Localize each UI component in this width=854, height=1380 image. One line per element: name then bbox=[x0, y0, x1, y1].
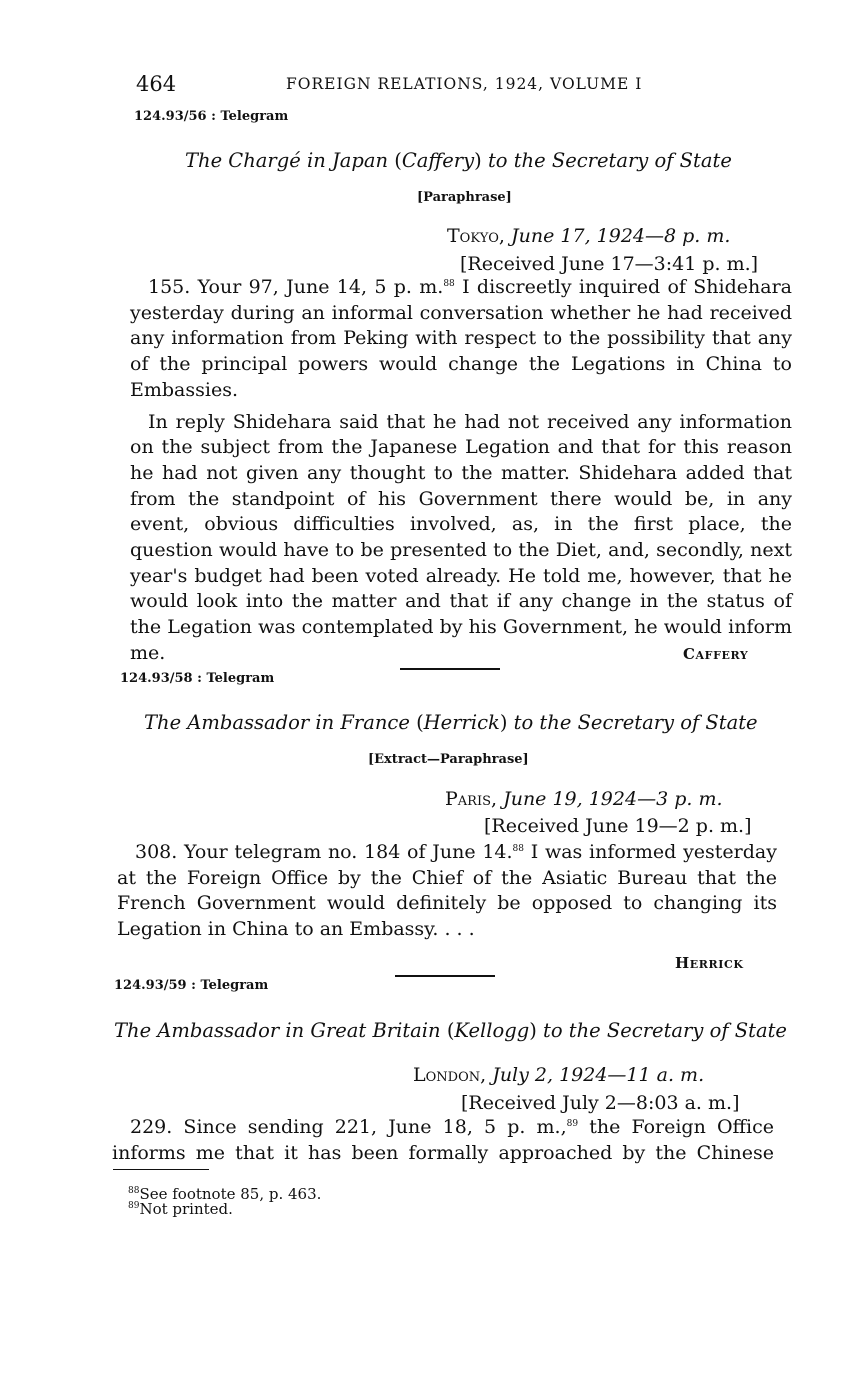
footnote-text: See footnote 85, p. 463. bbox=[139, 1185, 322, 1203]
paraphrase-note: [Extract—Paraphrase] bbox=[368, 752, 529, 767]
paragraph: In reply Shidehara said that he had not received any information on the subject from the Japanese Legation and that for this reason he had not given any thought to the matter. Shidehara added that from the standpoint of his Government there would be, in any event, obvious difficulties involved, as, in the first place, the question would have to be presented to the Diet, and, secondly, next year's budget had been voted already. He told me, however, that he would look into the matter and that if any change in the status of the Legation was contemplated by his Government, he would inform me. bbox=[130, 410, 792, 664]
title-person: Caffery bbox=[401, 149, 475, 172]
received-line: [Received July 2—8:03 a. m.] bbox=[461, 1092, 740, 1114]
footnote-text: Not printed. bbox=[139, 1200, 233, 1218]
page-number: 464 bbox=[136, 72, 177, 96]
page-header bbox=[136, 72, 796, 100]
footnote-mark: 88 bbox=[128, 1186, 140, 1196]
place-name: Paris, bbox=[445, 788, 498, 810]
paragraph bbox=[130, 275, 792, 404]
document-title: The Ambassador in France (Herrick) to the Secretary of State bbox=[144, 711, 758, 734]
received-line: [Received June 17—3:41 p. m.] bbox=[460, 253, 759, 275]
dateline bbox=[447, 225, 730, 247]
paragraph-lead: 155. Your 97, June 14, 5 p. m. bbox=[148, 276, 444, 298]
date-text: June 19, 1924—3 p. m. bbox=[503, 788, 723, 810]
document-title: The Ambassador in Great Britain (Kellogg) to the Secretary of State bbox=[114, 1019, 787, 1042]
file-reference: 124.93/58 : Telegram bbox=[120, 671, 275, 686]
paragraph-rest: I discreetly inquired of Shidehara yesterday during an informal conversation whether he had received any information from Peking with respect to the possibility that any of the principal powers would change the Legations in China to Embassies. bbox=[130, 276, 792, 401]
paraphrase-note: [Paraphrase] bbox=[417, 190, 512, 205]
dateline bbox=[445, 788, 723, 810]
paragraph-rest: I was informed yesterday at the Foreign Office by the Chief of the Asiatic Bureau that the French Government would definitely be opposed to changing its Legation in China to an Embassy. . . . bbox=[117, 841, 777, 941]
paragraph-rest: the Foreign Office informs me that it has been formally approached by the Chinese bbox=[112, 1116, 774, 1164]
footnote-ref: 88 bbox=[512, 844, 524, 854]
title-text: The Ambassador in Great Britain bbox=[114, 1019, 441, 1042]
title-text: The Chargé in Japan bbox=[185, 149, 389, 172]
title-text: The Ambassador in France bbox=[144, 711, 410, 734]
date-text: June 17, 1924—8 p. m. bbox=[511, 225, 731, 247]
signature: Herrick bbox=[675, 954, 744, 972]
file-reference: 124.93/59 : Telegram bbox=[114, 978, 269, 993]
title-tail: to the Secretary of State bbox=[513, 711, 758, 734]
footnote bbox=[128, 1201, 233, 1218]
paragraph-lead: 229. Since sending 221, June 18, 5 p. m., bbox=[130, 1116, 567, 1138]
title-tail: to the Secretary of State bbox=[487, 149, 732, 172]
footnote-divider bbox=[113, 1169, 209, 1170]
received-line: [Received June 19—2 p. m.] bbox=[484, 815, 752, 837]
paragraph bbox=[112, 1115, 774, 1167]
footnote-ref: 88 bbox=[443, 279, 455, 289]
date-text: July 2, 1924—11 a. m. bbox=[492, 1064, 705, 1086]
document-body bbox=[130, 275, 792, 667]
title-tail: to the Secretary of State bbox=[543, 1019, 787, 1042]
place-name: London, bbox=[413, 1064, 487, 1086]
title-person: Kellogg bbox=[454, 1019, 530, 1042]
paragraph bbox=[117, 840, 777, 943]
document-title: The Chargé in Japan (Caffery) to the Secretary of State bbox=[185, 149, 732, 172]
file-reference: 124.93/56 : Telegram bbox=[134, 109, 289, 124]
section-divider bbox=[400, 668, 500, 670]
section-divider bbox=[395, 975, 495, 977]
signature: Caffery bbox=[683, 645, 749, 663]
document-body bbox=[112, 1115, 774, 1167]
footnote-ref: 89 bbox=[566, 1119, 579, 1129]
title-person: Herrick bbox=[423, 711, 500, 734]
dateline bbox=[413, 1064, 704, 1086]
running-head: FOREIGN RELATIONS, 1924, VOLUME I bbox=[286, 75, 643, 93]
footnote-mark: 89 bbox=[128, 1201, 140, 1211]
paragraph-lead: 308. Your telegram no. 184 of June 14. bbox=[135, 841, 513, 863]
place-name: Tokyo, bbox=[447, 225, 505, 247]
document-body bbox=[117, 840, 777, 943]
